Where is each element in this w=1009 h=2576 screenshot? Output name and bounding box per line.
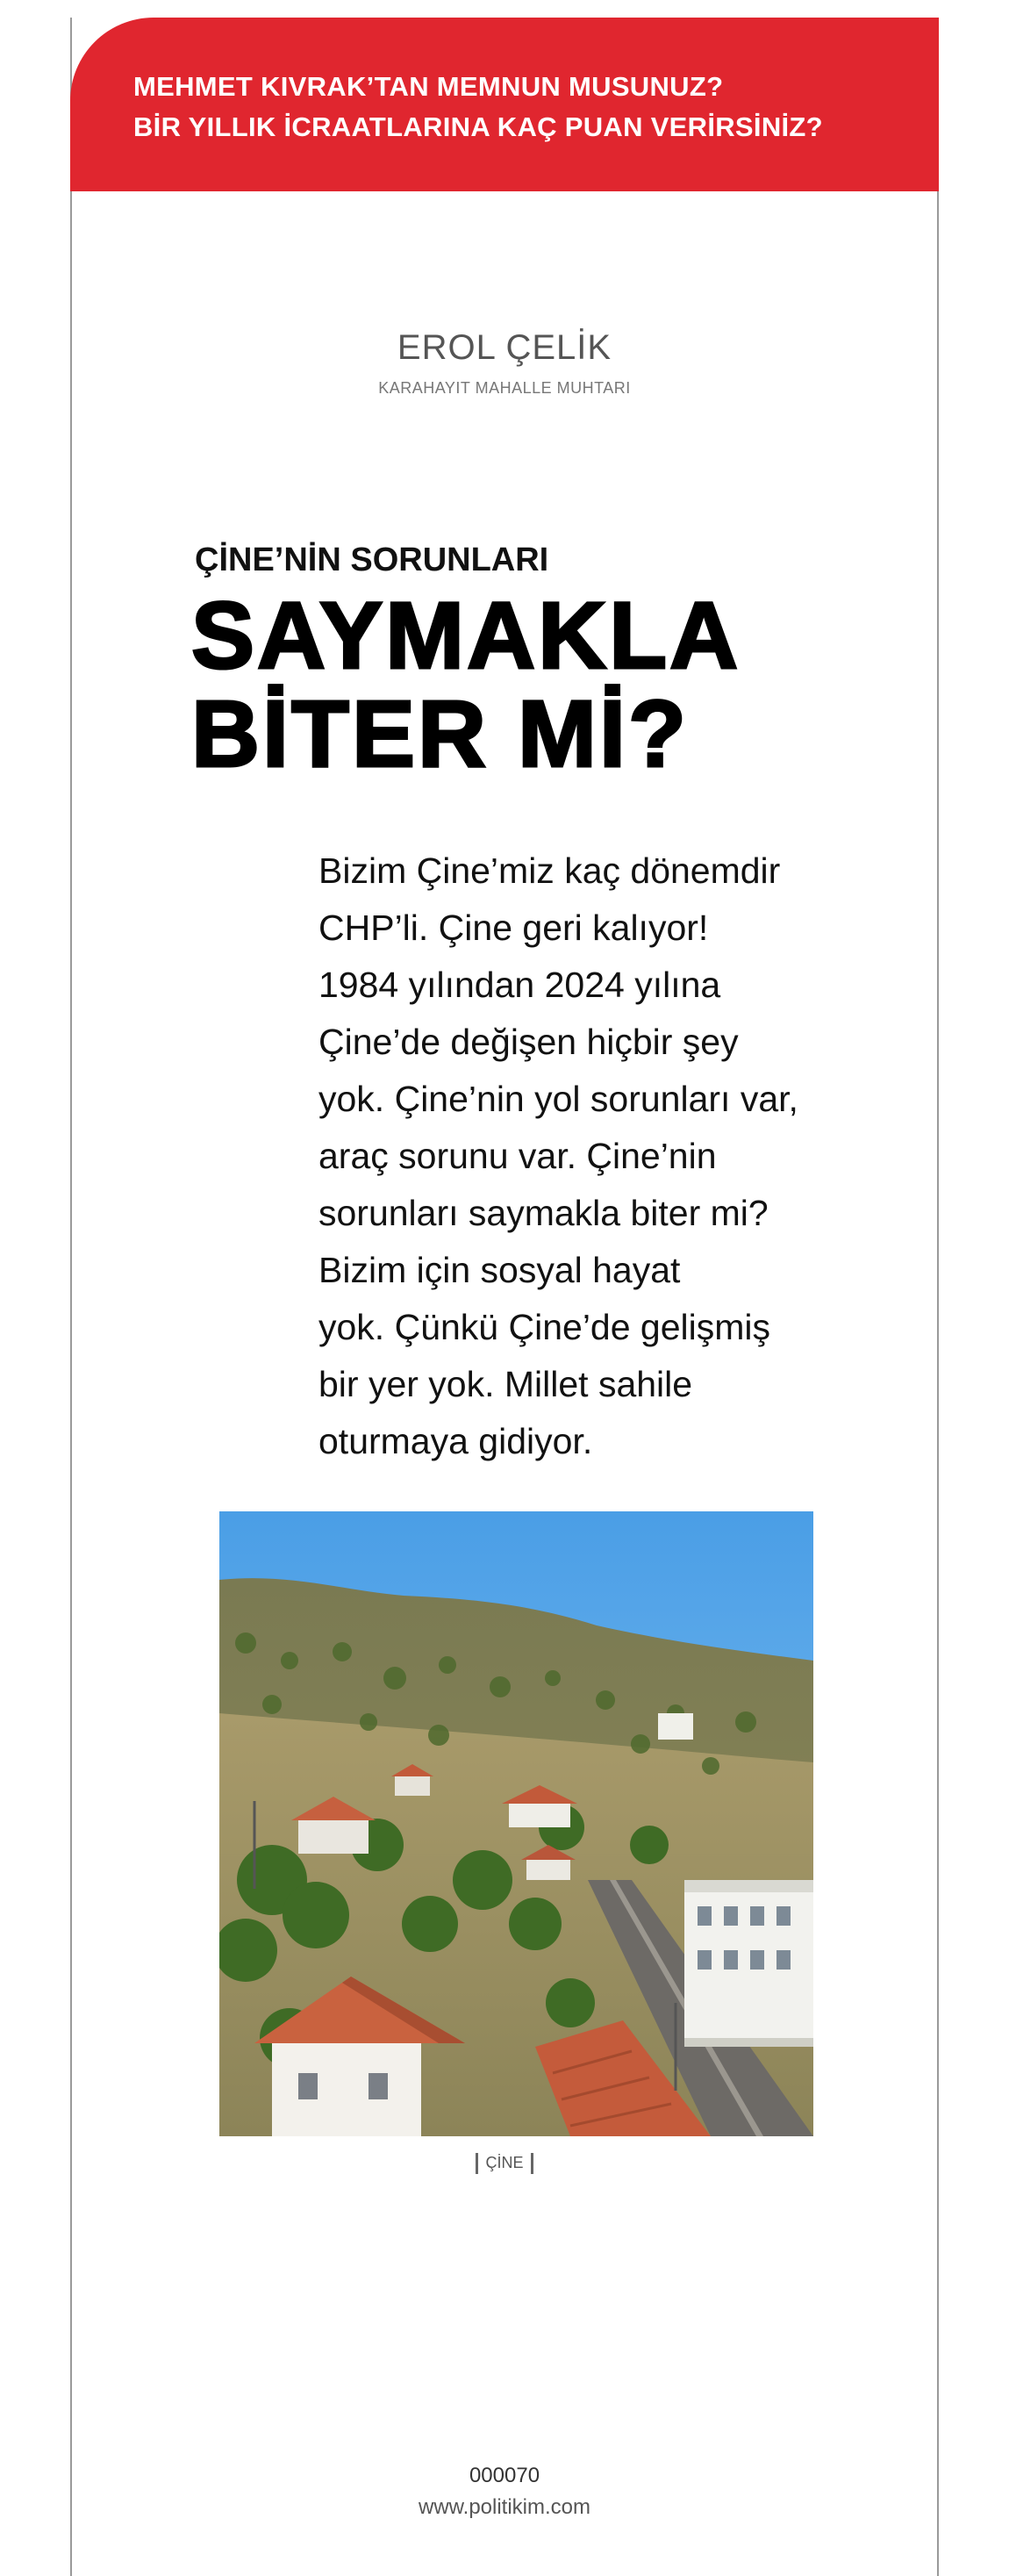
author-title: KARAHAYIT MAHALLE MUHTARI xyxy=(378,379,631,397)
body-line: Bizim için sosyal hayat xyxy=(318,1250,681,1290)
body-line: bir yer yok. Millet sahile xyxy=(318,1364,693,1404)
author-name: EROL ÇELİK xyxy=(397,328,612,367)
town-photo-illustration xyxy=(219,1511,813,2136)
headline-line-1: SAYMAKLA xyxy=(191,582,741,688)
body-line: oturmaya gidiyor. xyxy=(318,1421,593,1461)
body-line: yok. Çünkü Çine’de gelişmiş xyxy=(318,1307,771,1347)
article-headline xyxy=(191,582,741,786)
body-line: Bizim Çine’miz kaç dönemdir xyxy=(318,850,781,891)
caption-bar-left xyxy=(476,2153,478,2174)
header-banner xyxy=(70,18,939,191)
body-line: 1984 yılından 2024 yılına xyxy=(318,965,721,1005)
body-line: yok. Çine’nin yol sorunları var, xyxy=(318,1079,798,1119)
page-number: 000070 xyxy=(469,2464,540,2487)
website-link[interactable]: www.politikim.com xyxy=(418,2495,591,2519)
town-photo xyxy=(219,1511,813,2136)
header-question-2: BİR YILLIK İCRAATLARINA KAÇ PUAN VERİRSİNİZ? xyxy=(133,111,823,142)
body-line: araç sorunu var. Çine’nin xyxy=(318,1136,717,1176)
body-line: CHP’li. Çine geri kalıyor! xyxy=(318,908,709,948)
article-kicker: ÇİNE’NİN SORUNLARI xyxy=(195,542,549,578)
caption-text: ÇİNE xyxy=(485,2153,524,2171)
headline-line-2: BİTER Mİ? xyxy=(191,680,689,786)
caption-bar-right xyxy=(531,2153,533,2174)
header-question-1: MEHMET KIVRAK’TAN MEMNUN MUSUNUZ? xyxy=(133,71,724,102)
article-body xyxy=(318,843,810,1470)
photo-caption xyxy=(0,2153,1009,2174)
body-line: Çine’de değişen hiçbir şey xyxy=(318,1022,739,1062)
body-line: sorunları saymakla biter mi? xyxy=(318,1193,769,1233)
